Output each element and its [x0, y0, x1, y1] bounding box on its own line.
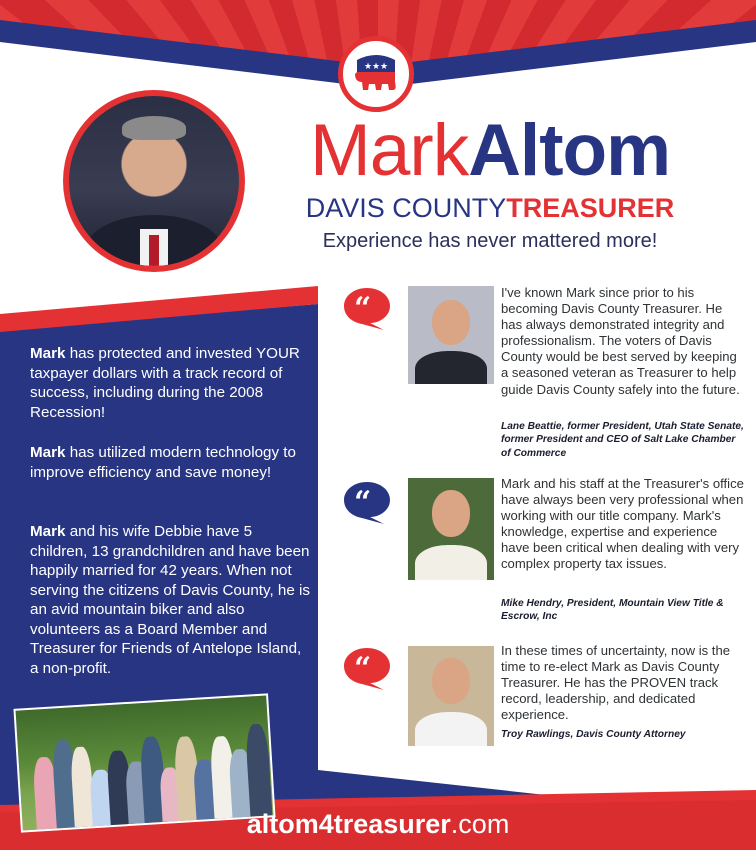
quote-icon: [342, 480, 392, 526]
candidate-photo: [69, 96, 239, 266]
testimonial-quote-3: In these times of uncertainty, now is the time to re-elect Mark as Davis County Treasurer. He has the PROVEN track record, leadership, and dedicated experience.: [501, 643, 731, 723]
testimonial-quote-1: I've known Mark since prior to his becoming Davis County Treasurer. He has always demonstrated integrity and professionalism. The voters of Davis County would be best served by keeping a seasoned veteran as Treasurer to help guide Davis County safely into the future.: [501, 285, 740, 397]
bio-text: has protected and invested YOUR taxpayer dollars with a track record of success, including during the 2008 Recession!: [30, 345, 300, 421]
testimonial-photo-2: [408, 478, 494, 580]
svg-text:“: “: [354, 485, 372, 520]
office-role: TREASURER: [506, 193, 675, 223]
bio-lead: Mark: [30, 345, 66, 362]
campaign-website: [0, 808, 756, 840]
testimonial-attribution-2: Mike Hendry, President, Mountain View Title & Escrow, Inc: [501, 598, 724, 623]
bio-lead: Mark: [30, 444, 66, 461]
website-tld: .com: [450, 809, 510, 839]
bio-lead: Mark: [30, 523, 66, 540]
testimonial-quote-2: Mark and his staff at the Treasurer's office have always been very professional when working with our title company. Mark's knowledge, expertise and experience have been critical when dealing with very complex property tax issues.: [501, 476, 744, 572]
bio-text: has utilized modern technology to improve efficiency and save money!: [30, 444, 296, 481]
office-title: [255, 193, 725, 223]
svg-text:“: “: [354, 291, 372, 326]
bio-paragraph-2: [30, 443, 310, 482]
testimonial-attribution-1: Lane Beattie, former President, Utah State Senate, former President and CEO of Salt Lake Chamber of Commerce: [501, 421, 744, 459]
svg-text:★: ★: [364, 62, 373, 72]
svg-text:★: ★: [380, 62, 389, 72]
office-county: DAVIS COUNTY: [305, 193, 507, 223]
candidate-name: [255, 112, 725, 190]
quote-icon: [342, 646, 392, 692]
testimonial-photo-1: [408, 286, 494, 384]
website-domain: altom4treasurer: [246, 809, 451, 839]
quote-icon: [342, 286, 392, 332]
testimonial-photo-3: [408, 646, 494, 746]
candidate-headshot: [63, 90, 245, 272]
last-name: Altom: [468, 110, 671, 191]
testimonial-attribution-3: Troy Rawlings, Davis County Attorney: [501, 729, 686, 740]
svg-text:“: “: [354, 651, 372, 686]
tagline: Experience has never mattered more!: [322, 230, 658, 252]
bio-text: and his wife Debbie have 5 children, 13 grandchildren and have been happily married for 42 years. When not serving the citizens of Davis County, he is an avid mountain biker and also volunteers as a Board Member and Treasurer for Friends of Antelope Island, a non-profit.: [30, 523, 310, 677]
bio-paragraph-1: [30, 344, 310, 422]
elephant-icon: [351, 52, 401, 96]
svg-text:★: ★: [372, 62, 381, 72]
bio-paragraph-3: [30, 522, 310, 678]
republican-elephant-icon: [338, 36, 414, 112]
first-name: Mark: [309, 110, 469, 191]
